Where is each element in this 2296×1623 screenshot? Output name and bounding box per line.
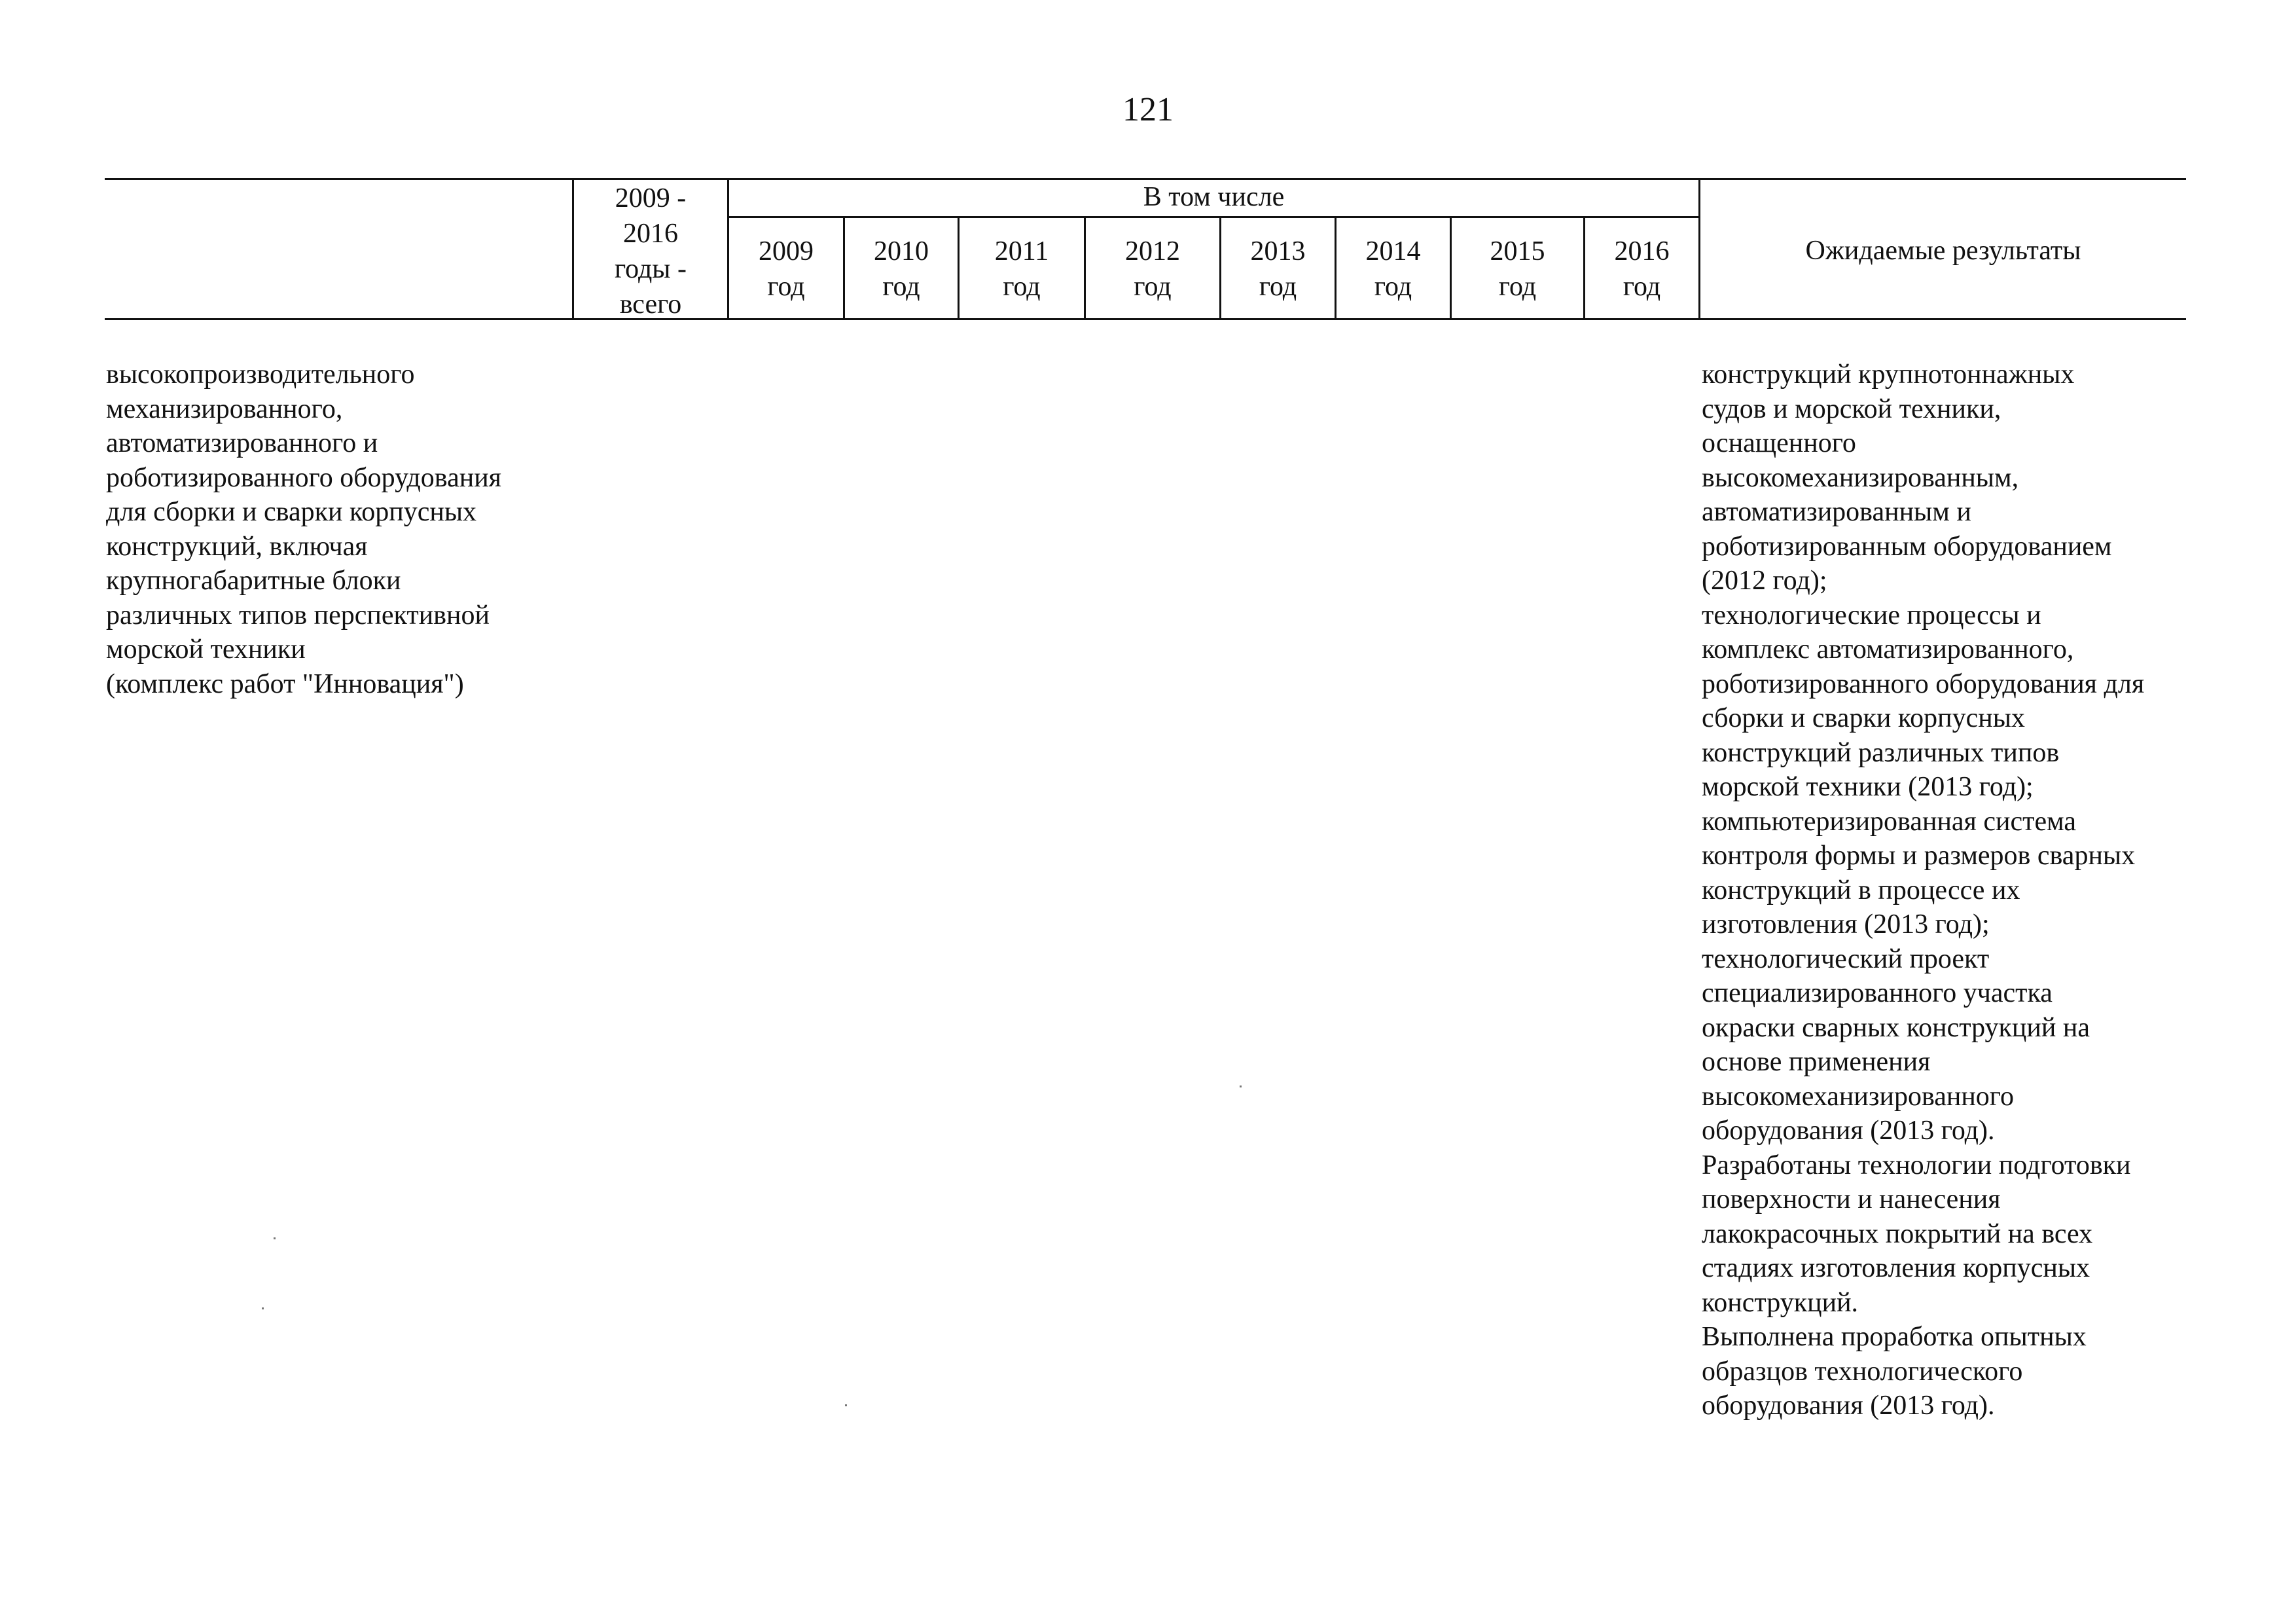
header-year: 2009 — [759, 236, 814, 266]
text-line: морской техники — [106, 634, 306, 665]
header-total-line: годы - — [614, 254, 687, 284]
row-expected-results — [1702, 357, 2144, 1423]
text-line: конструкций, включая — [106, 531, 368, 562]
row-description — [106, 357, 501, 701]
table-header — [0, 0, 2296, 327]
text-line: роботизированного оборудования — [106, 462, 501, 493]
text-line: (2012 год); — [1702, 566, 1827, 596]
text-line: Выполнена проработка опытных — [1702, 1322, 2087, 1352]
text-line: стадиях изготовления корпусных — [1702, 1253, 2090, 1283]
header-year-cell — [845, 234, 958, 304]
text-line: компьютеризированная система — [1702, 806, 2077, 837]
header-group-label: В том числе — [1143, 182, 1285, 212]
header-year-cell — [960, 234, 1084, 304]
text-line: конструкций крупнотоннажных — [1702, 359, 2075, 390]
header-year: 2010 — [874, 236, 929, 266]
header-year-cell — [1585, 234, 1698, 304]
text-line: высокомеханизированного — [1702, 1081, 2014, 1112]
header-year: 2014 — [1365, 236, 1421, 266]
text-line: технологические процессы и — [1702, 600, 2041, 630]
header-sub-rule — [729, 216, 1700, 218]
text-line: основе применения — [1702, 1047, 1931, 1077]
header-year-unit: год — [1623, 272, 1661, 302]
header-results-label: Ожидаемые результаты — [1805, 236, 2081, 266]
text-line: судов и морской техники, — [1702, 393, 2001, 424]
text-line: контроля формы и размеров сварных — [1702, 841, 2136, 871]
header-year-unit: год — [1498, 272, 1537, 302]
header-year-cell — [1452, 234, 1583, 304]
text-line: для сборки и сварки корпусных — [106, 497, 477, 527]
text-line: механизированного, — [106, 393, 343, 424]
scan-speck — [262, 1307, 264, 1309]
text-line: технологический проект — [1702, 943, 1990, 974]
text-line: автоматизированного и — [106, 428, 378, 458]
text-line: роботизированным оборудованием — [1702, 531, 2112, 562]
text-line: Разработаны технологии подготовки — [1702, 1150, 2131, 1180]
text-line: оборудования (2013 год). — [1702, 1391, 1995, 1421]
text-line: конструкций различных типов — [1702, 737, 2060, 768]
text-line: оборудования (2013 год). — [1702, 1116, 1995, 1146]
text-line: автоматизированным и — [1702, 497, 1971, 527]
scan-speck — [845, 1404, 847, 1406]
text-line: изготовления (2013 год); — [1702, 909, 1990, 939]
header-year-unit: год — [1003, 272, 1041, 302]
header-year: 2012 — [1125, 236, 1180, 266]
text-line: лакокрасочных покрытий на всех — [1702, 1218, 2093, 1249]
text-line: сборки и сварки корпусных — [1702, 703, 2025, 733]
text-line: образцов технологического — [1702, 1356, 2023, 1387]
header-year-cell — [1221, 234, 1335, 304]
text-line: высокопроизводительного — [106, 359, 415, 390]
text-line: высокомеханизированным, — [1702, 462, 2019, 493]
scan-speck — [1240, 1085, 1242, 1087]
text-line: комплекс автоматизированного, — [1702, 634, 2074, 665]
header-year-cell — [1086, 234, 1219, 304]
header-year-unit: год — [1259, 272, 1297, 302]
header-year-cell — [1336, 234, 1450, 304]
header-year-cell — [729, 234, 843, 304]
text-line: морской техники (2013 год); — [1702, 772, 2034, 802]
header-year: 2015 — [1490, 236, 1545, 266]
page-number: 121 — [1122, 91, 1174, 128]
text-line: (комплекс работ "Инновация") — [106, 668, 464, 699]
scan-speck — [274, 1237, 276, 1239]
header-bottom-rule — [105, 318, 2186, 320]
header-total-cell — [574, 181, 727, 322]
header-year: 2013 — [1250, 236, 1306, 266]
header-year-unit: год — [767, 272, 805, 302]
header-total-line: 2016 — [623, 219, 678, 249]
text-line: оснащенного — [1702, 428, 1856, 458]
header-year-unit: год — [882, 272, 920, 302]
header-total-line: всего — [619, 289, 682, 319]
text-line: поверхности и нанесения — [1702, 1184, 2001, 1214]
text-line: специализированного участка — [1702, 978, 2053, 1008]
header-total-line: 2009 - — [615, 183, 687, 213]
text-line: различных типов перспективной — [106, 600, 490, 630]
text-line: крупногабаритные блоки — [106, 566, 401, 596]
text-line: конструкций в процессе их — [1702, 875, 2020, 905]
header-year: 2016 — [1614, 236, 1670, 266]
text-line: конструкций. — [1702, 1287, 1859, 1318]
text-line: роботизированного оборудования для — [1702, 668, 2145, 699]
header-year-unit: год — [1134, 272, 1172, 302]
header-year-unit: год — [1374, 272, 1412, 302]
text-line: окраски сварных конструкций на — [1702, 1012, 2090, 1043]
header-year: 2011 — [994, 236, 1049, 266]
